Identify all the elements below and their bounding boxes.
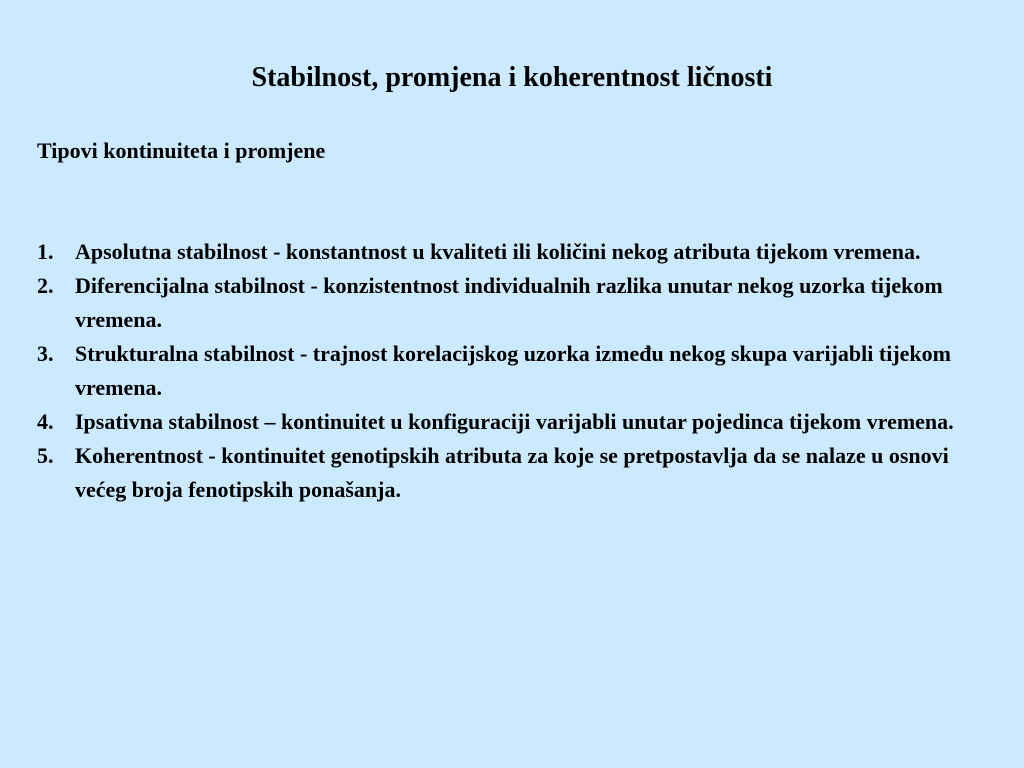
list-item [37, 269, 997, 337]
list-item-number: 3. [37, 341, 54, 366]
list-item [37, 235, 997, 269]
list-item-number: 4. [37, 409, 54, 434]
list-item [37, 405, 997, 439]
list-item [37, 337, 997, 405]
list-item-number: 1. [37, 239, 54, 264]
list-item-number: 5. [37, 443, 54, 468]
stability-types-list [37, 235, 997, 507]
list-item-number: 2. [37, 273, 54, 298]
slide-title: Stabilnost, promjena i koherentnost ličnosti [251, 62, 773, 93]
list-item-text: Koherentnost - kontinuitet genotipskih atributa za koje se pretpostavlja da se nalaze u osnovi većeg broja fenotipskih ponašanja. [75, 443, 949, 502]
list-item-text: Strukturalna stabilnost - trajnost korelacijskog uzorka između nekog skupa varijabli tijekom vremena. [75, 341, 951, 400]
list-item-text: Ipsativna stabilnost – kontinuitet u konfiguraciji varijabli unutar pojedinca tijekom vremena. [75, 409, 954, 434]
list-item-text: Apsolutna stabilnost - konstantnost u kvaliteti ili količini nekog atributa tijekom vremena. [75, 239, 921, 264]
list-item-text: Diferencijalna stabilnost - konzistentnost individualnih razlika unutar nekog uzorka tijekom vremena. [75, 273, 943, 332]
list-item [37, 439, 997, 507]
slide-subtitle: Tipovi kontinuiteta i promjene [37, 138, 326, 163]
